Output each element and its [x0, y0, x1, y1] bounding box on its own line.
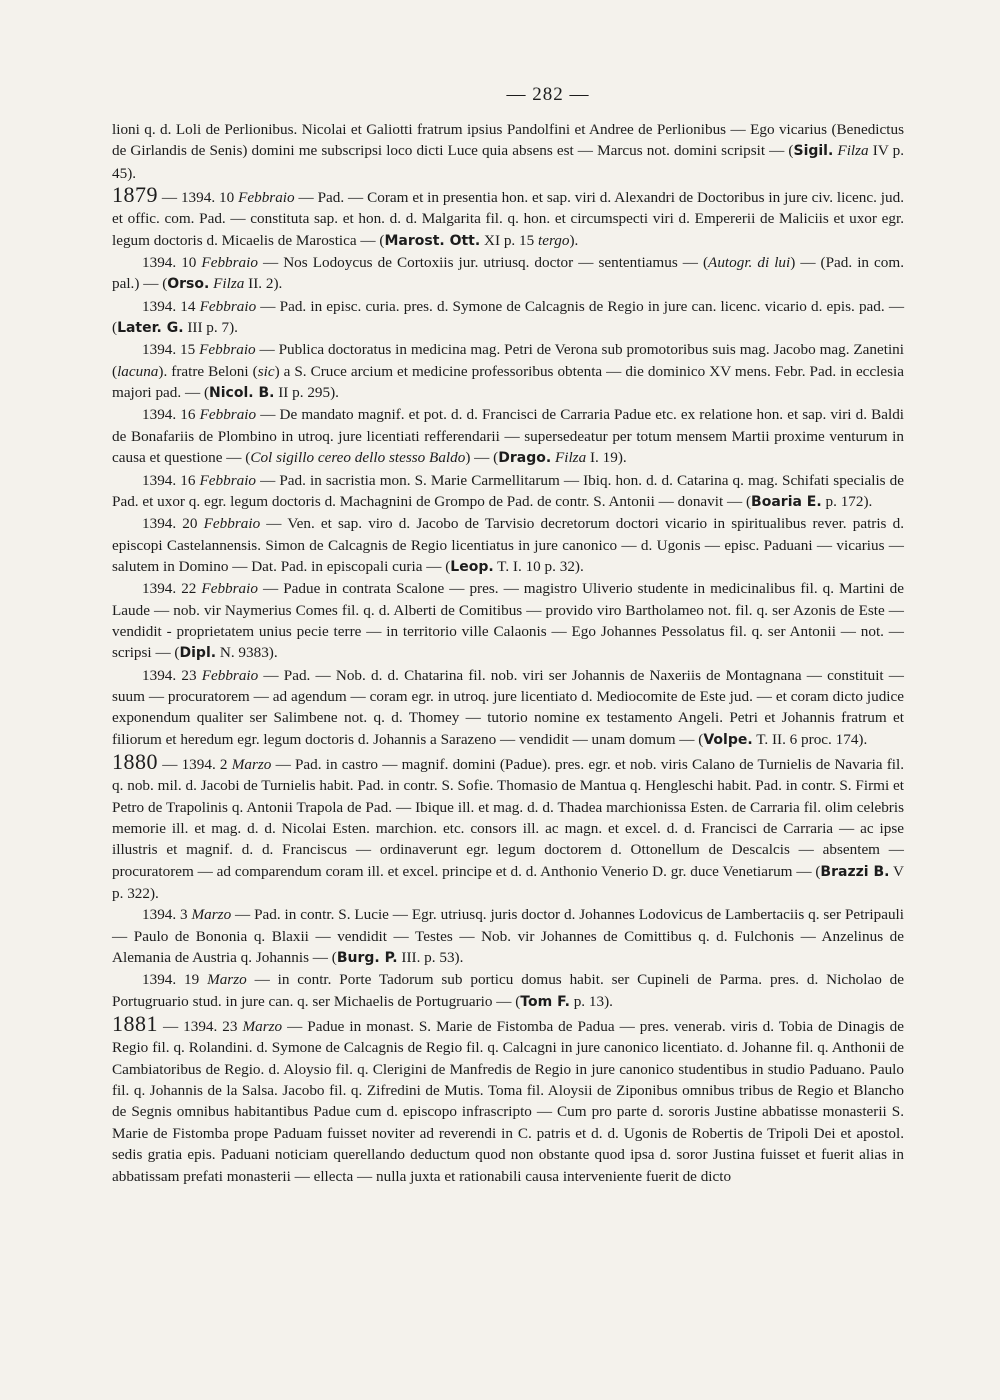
text-run: lioni q. d. Loli de Perlionibus. Nicolai et Galiotti fratrum ipsius Pandolfini et Andree de Perlionibus — Ego vicarius (Benedictus de Girlandis de Senis) domini me subscripsi loco dicti Luce quia absens est — Marcus not. domini scripsit — (: [112, 121, 904, 160]
italic-text: Febbraio: [199, 406, 257, 424]
entry-number: 1880: [112, 748, 158, 774]
text-run: 1394. 19: [142, 971, 208, 989]
text-paragraph: [112, 339, 904, 404]
text-run: — Pad. — Coram et in presentia hon. et sap. viri d. Alexandri de Doctoribus in jure civ. licenc. jud. et offic. com. Pad. — constituta sap. et hon. d. d. Malgarita fil. q. hon. et circumspecti viri d. Empererii de Maliciis et uxor egr. legum doctoris d. Micaelis de Marostica — (: [112, 189, 905, 249]
text-run: — Padue in contrata Scalone — pres. — magistro Uliverio studente in medicinalibus fil. q. Martini de Laude — nob. vir Naymerius Comes fil. q. d. Alberti de Comitibus — provido viro Bartholameo not. fil. q. ser Azonis de Este — vendidit - proprietatem unius pecie terre — in territorio ville Calaonis — Ego Johannes Pessolatus fil. q. ser Antonii — not. — scripsi — (: [112, 580, 904, 662]
text-run: 1394. 10: [142, 254, 202, 272]
italic-text: Febbraio: [201, 580, 258, 598]
italic-text: Filza: [554, 449, 587, 467]
text-run: ) — (: [465, 449, 499, 467]
text-run: — Pad. in episc. curia. pres. d. Symone de Calcagnis de Regio in jure can. licenc. vicario d. epis. pad. — (: [112, 297, 905, 337]
text-run: N. 9383).: [216, 644, 278, 662]
text-paragraph: [112, 119, 904, 184]
text-run: — Pad. — Nob. d. d. Chatarina fil. nob. viri ser Johannis de Naxeriis de Montagnana — constituit — suum — procuratorem — ad agendum — coram egr. in utroq. jure licentiato d. Mediocomite de Este jud. — et coram dicto judice exponendum qualiter ser Salimbene not. q. d. Thomey — tutorio nomine ex testamento Angeli. Petri et Johannis fratrum et filiorum et heredum egr. legum doctoris d. Johannis a Sarazeno — vendidit — unam domum — (: [112, 666, 904, 748]
italic-text: Marzo: [207, 971, 247, 989]
italic-text: Marzo: [191, 906, 232, 924]
text-run: — 1394. 23: [158, 1018, 243, 1036]
text-run: p. 172).: [821, 492, 873, 510]
source-citation: Sigil.: [793, 143, 834, 160]
italic-text: Febbraio: [203, 515, 261, 533]
italic-text: Febbraio: [238, 189, 295, 207]
entry-number: 1879: [112, 182, 158, 208]
italic-text: Febbraio: [201, 666, 259, 684]
source-citation: Marost. Ott.: [384, 232, 481, 249]
entry-paragraph: [112, 1013, 904, 1187]
italic-text: Filza: [213, 275, 245, 293]
italic-text: Febbraio: [201, 254, 258, 272]
text-run: — Pad. in castro — magnif. domini (Padue). pres. egr. et nob. viris Calano de Turnielis de Navaria fil. q. nob. mil. d. Jacobi de Turnielis habit. Pad. in contr. S. Sofie. Thomasio de Mantua q. Hengleschi habit. Pad. in contr. S. Firmi et Petro de Trapolinis q. Antonii Trapola de Pad. — Ibique ill. et mag. d. d. Thadea marchionissa Esten. de Carraria fil. olim celebris memorie ill. et mag. d. d. Nicolai Esten. marchion. etc. consors ill. ac magn. et excel. d. d. Francisci de Carraria — ac ipse illustris et magnif. d. d. Franciscus — ordinaverunt egr. legum doctorem d. Ottonellum de Descalcis — absentem — procuratorem — ad comparendum coram ill. et excel. principe et d. d. Anthonio Venerio D. gr. duce Venetiarum — (: [112, 755, 905, 880]
text-run: XI p. 15: [480, 231, 538, 249]
entry-number: 1881: [112, 1011, 158, 1037]
entry-paragraph: [112, 184, 904, 252]
text-paragraph: [112, 513, 904, 578]
entry-paragraph: [112, 748, 905, 904]
text-run: T. I. 10 p. 32).: [493, 557, 584, 575]
text-paragraph: [112, 252, 904, 296]
source-citation: Boaria E.: [751, 493, 822, 510]
text-run: 1394. 16: [142, 406, 200, 424]
source-citation: Later. G.: [117, 320, 184, 337]
italic-text: Febbraio: [199, 297, 257, 315]
text-paragraph: [112, 578, 904, 664]
text-paragraph: [112, 904, 904, 969]
text-body: [112, 119, 904, 1187]
italic-text: Col sigillo cereo dello stesso Baldo: [250, 449, 466, 467]
text-run: 1394. 14: [142, 297, 200, 315]
text-run: — De mandato magnif. et pot. d. d. Francisci de Carraria Padue etc. ex relatione hon. et sap. viri d. Baldi de Bonafariis de Plombino in utroq. jure licentiati refferendarii — supersedeatur per totum mensem Martii proxime venturum in causa et questione — (: [112, 406, 905, 467]
source-citation: Leop.: [450, 558, 494, 575]
text-run: V p. 322).: [112, 862, 904, 903]
text-run: — Ven. et sap. viro d. Jacobo de Tarvisio decretorum doctori vicario in spiritualibus rever. patris d. episcopi Castelannensis. Simon de Calcagnis de Regio licentiatus in jure canonico — d. Ugonis — episc. Paduani — vicarius — salutem in Domino — Dat. Pad. in episcopali curia — (: [112, 515, 905, 575]
text-run: III. p. 53).: [397, 949, 464, 967]
italic-text: sic: [257, 362, 275, 380]
page-number: — 282 —: [506, 84, 590, 105]
text-run: III p. 7).: [183, 319, 238, 337]
text-run: 1394. 22: [142, 580, 202, 598]
text-run: II. 2).: [244, 275, 283, 293]
text-run: I. 19).: [586, 449, 627, 467]
text-run: ) — (Pad. in com. pal.) — (: [112, 254, 904, 293]
text-run: ) a S. Cruce arcium et medicine professoribus obtenta — die dominico XV mens. Febr. Pad. in ecclesia majori pad. — (: [112, 362, 904, 402]
text-run: — Publica doctoratus in medicina mag. Petri de Verona sub promotoribus suis mag. Jacobo mag. Zanetini (: [112, 341, 904, 380]
text-run: 1394. 23: [142, 666, 202, 684]
text-run: 1394. 20: [142, 515, 204, 533]
text-run: — in contr. Porte Tadorum sub porticu domus habit. ser Cupineli de Parma. pres. d. Nicholao de Portugruario stud. in jure can. q. ser Michaelis de Portugruario — (: [112, 971, 904, 1010]
text-run: IV p. 45).: [112, 142, 904, 182]
text-run: — Padue in monast. S. Marie de Fistomba de Padua — pres. venerab. viris d. Tobia de Dinagis de Regio fil. q. Rolandini. d. Symone de Calcagnis de Regio fil. q. Calcagni in jure canonico licentiato. d. Johanne fil. q. Anthonii de Cambiatoribus de Regio. d. Aloysio fil. q. Clerigini de Manfredis de Regio in jure canonico studentibus in studio Paduano. Paulo fil. q. Johannis de la Salsa. Jacobo fil. q. Zifredini de Mutis. Toma fil. Aloysii de Ziponibus omnibus tribus de Regio et Blancho de Segnis omnibus habitantibus Padue cum d. episcopo infrascripto — Cum pro parte d. sororis Justine abbatisse monasterii S. Marie de Fistomba prope Paduam fuisset noviter ad reverendi in C. patris et d. d. Ugonis de Robertis de Tripoli Dei et apostol. sedis gratia epis. Paduani noticiam querellando deductum quod non obstante quod ipsa d. soror Justina fuisset et fuerit alias in abbatissam prefati monasterii — ellecta — nulla juxta et rationabili causa interveniente fuerit de dicto: [112, 1018, 904, 1185]
text-paragraph: [112, 296, 904, 340]
source-citation: Burg. P.: [336, 950, 398, 967]
text-run: T. II. 6 proc. 174).: [752, 730, 868, 748]
text-run: — Pad. in contr. S. Lucie — Egr. utriusq. juris doctor d. Johannes Lodovicus de Lambertaciis q. ser Petripauli — Paulo de Bononia q. Blaxii — vendidit — Testes — Nob. vir Johannes de Comittibus q. d. Fulchonis — Anzelinus de Alemania de Austria q. Johannis — (: [112, 906, 904, 967]
source-citation: Orso.: [167, 276, 210, 293]
italic-text: Autogr. di lui: [708, 254, 791, 272]
text-run: 1394. 16: [142, 471, 200, 489]
text-run: 1394. 3: [142, 906, 192, 924]
text-run: — 1394. 2: [158, 755, 232, 773]
text-run: — Pad. in sacristia mon. S. Marie Carmellitarum — Ibiq. hon. d. d. Catarina q. mag. Schifati specialis de Pad. et uxor q. egr. legum doctoris d. Machagnini de Grompo de Pad. de contr. S. Antonii — donavit — (: [112, 471, 904, 510]
text-paragraph: [112, 969, 904, 1013]
italic-text: Febbraio: [199, 471, 257, 489]
italic-text: Febbraio: [199, 341, 256, 359]
text-paragraph: [112, 470, 904, 514]
text-paragraph: [112, 404, 904, 469]
source-citation: Tom F.: [520, 993, 570, 1010]
text-paragraph: [112, 665, 904, 751]
text-run: 1394. 15: [142, 341, 200, 359]
source-citation: Brazzi B.: [820, 863, 890, 880]
italic-text: lacuna: [117, 362, 159, 380]
italic-text: Filza: [837, 142, 869, 160]
text-run: — 1394. 10: [158, 189, 239, 207]
text-run: — Nos Lodoycus de Cortoxiis jur. utriusq. doctor — sententiamus — (: [257, 254, 709, 272]
source-citation: Drago.: [498, 450, 552, 467]
italic-text: Marzo: [231, 755, 272, 773]
source-citation: Dipl.: [179, 645, 217, 662]
source-citation: Nicol. B.: [209, 385, 275, 402]
italic-text: tergo: [538, 231, 570, 249]
italic-text: Marzo: [242, 1018, 283, 1036]
text-run: p. 13).: [569, 992, 613, 1010]
source-citation: Volpe.: [703, 731, 753, 748]
text-run: II p. 295).: [274, 384, 339, 402]
text-run: ). fratre Beloni (: [158, 362, 258, 380]
text-run: ).: [569, 231, 579, 249]
